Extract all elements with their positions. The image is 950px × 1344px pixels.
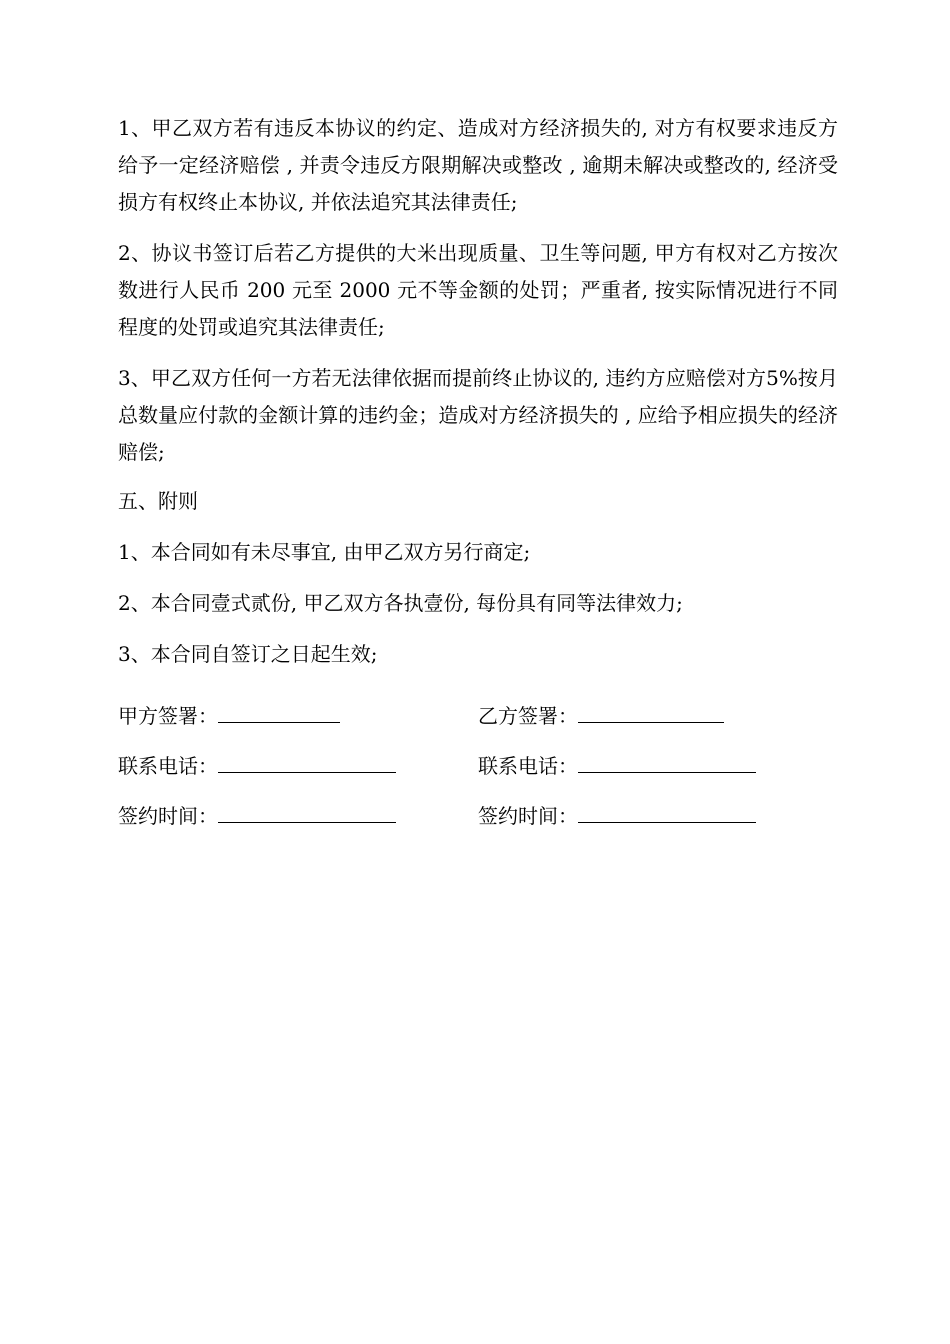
section-heading: 五、附则 bbox=[118, 489, 198, 513]
general-clause-1: 1、本合同如有未尽事宜, 由甲乙双方另行商定; bbox=[118, 540, 531, 564]
party-a-signature bbox=[118, 700, 478, 729]
party-a-date-blank[interactable] bbox=[218, 806, 396, 823]
party-a-date-label: 签约时间： bbox=[118, 803, 218, 828]
document-body bbox=[118, 110, 838, 839]
party-a-phone-label: 联系电话： bbox=[118, 753, 218, 778]
date-row bbox=[118, 789, 838, 839]
party-b-signature bbox=[478, 700, 838, 729]
breach-clause-3: 3、甲乙双方任何一方若无法律依据而提前终止协议的, 违约方应赔偿对方5%按月总数量应付款的金额计算的违约金；造成对方经济损失的 , 应给予相应损失的经济赔偿; bbox=[118, 366, 838, 464]
party-a-sign-blank[interactable] bbox=[218, 706, 340, 723]
party-b-phone-label: 联系电话： bbox=[478, 753, 578, 778]
party-b-date bbox=[478, 800, 838, 829]
party-b-phone bbox=[478, 750, 838, 779]
party-b-phone-blank[interactable] bbox=[578, 756, 756, 773]
party-b-sign-label: 乙方签署： bbox=[478, 703, 578, 728]
signature-row bbox=[118, 689, 838, 739]
general-clause-2: 2、本合同壹式贰份, 甲乙双方各执壹份, 每份具有同等法律效力; bbox=[118, 591, 683, 615]
party-a-phone bbox=[118, 750, 478, 779]
breach-clause-1: 1、甲乙双方若有违反本协议的约定、造成对方经济损失的, 对方有权要求违反方给予一定经济赔偿 , 并责令违反方限期解决或整改 , 逾期未解决或整改的, 经济受损方有权终止本协议, 并依法追究其法律责任; bbox=[118, 116, 838, 214]
party-a-sign-label: 甲方签署： bbox=[118, 703, 218, 728]
phone-row bbox=[118, 739, 838, 789]
party-a-date bbox=[118, 800, 478, 829]
breach-clause-2: 2、协议书签订后若乙方提供的大米出现质量、卫生等问题, 甲方有权对乙方按次数进行人民币 200 元至 2000 元不等金额的处罚；严重者, 按实际情况进行不同程度的处罚或追究其法律责任; bbox=[118, 241, 838, 339]
party-b-date-label: 签约时间： bbox=[478, 803, 578, 828]
general-clause-3: 3、本合同自签订之日起生效; bbox=[118, 642, 378, 666]
party-b-date-blank[interactable] bbox=[578, 806, 756, 823]
party-b-sign-blank[interactable] bbox=[578, 706, 724, 723]
party-a-phone-blank[interactable] bbox=[218, 756, 396, 773]
